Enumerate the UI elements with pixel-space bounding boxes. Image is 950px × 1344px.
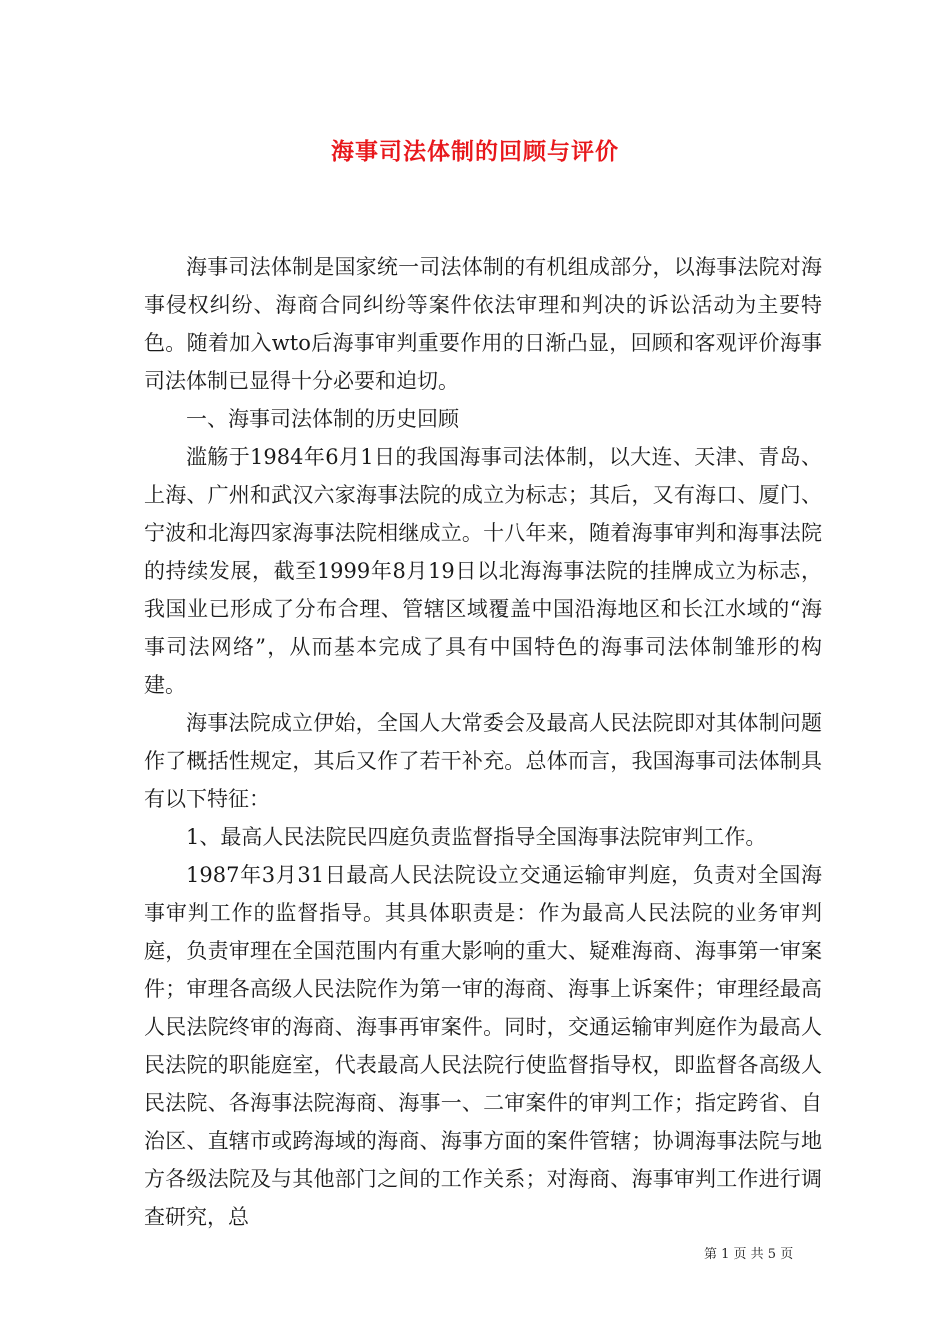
paragraph-intro: 海事司法体制是国家统一司法体制的有机组成部分，以海事法院对海事侵权纠纷、海商合同纠纷等案件依法审理和判决的诉讼活动为主要特色。随着加入wto后海事审判重要作用的日渐凸显，回顾和客观评价海事司法体制已显得十分必要和迫切。 xyxy=(144,255,822,393)
list-item-feature-1: 1、最高人民法院民四庭负责监督指导全国海事法院审判工作。 xyxy=(186,825,767,849)
document-body xyxy=(144,248,822,1236)
paragraph-transport-court: 1987年3月31日最高人民法院设立交通运输审判庭，负责对全国海事审判工作的监督指导。其具体职责是：作为最高人民法院的业务审判庭，负责审理在全国范围内有重大影响的重大、疑难海商、海事第一审案件；审理各高级人民法院作为第一审的海商、海事上诉案件；审理经最高人民法院终审的海商、海事再审案件。同时，交通运输审判庭作为最高人民法院的职能庭室，代表最高人民法院行使监督指导权，即监督各高级人民法院、各海事法院海商、海事一、二审案件的审判工作；指定跨省、自治区、直辖市或跨海域的海商、海事方面的案件管辖；协调海事法院与地方各级法院及与其他部门之间的工作关系；对海商、海事审判工作进行调查研究，总 xyxy=(144,863,822,1229)
page-number: 第 1 页 共 5 页 xyxy=(704,1247,794,1262)
section-heading-history: 一、海事司法体制的历史回顾 xyxy=(186,407,459,431)
paragraph-history: 滥觞于1984年6月1日的我国海事司法体制，以大连、天津、青岛、上海、广州和武汉六家海事法院的成立为标志；其后，又有海口、厦门、宁波和北海四家海事法院相继成立。十八年来，随着海事审判和海事法院的持续发展，截至1999年8月19日以北海海事法院的挂牌成立为标志，我国业已形成了分布合理、管辖区域覆盖中国沿海地区和长江水域的“海事司法网络”，从而基本完成了具有中国特色的海事司法体制雏形的构建。 xyxy=(144,445,822,697)
paragraph-features: 海事法院成立伊始，全国人大常委会及最高人民法院即对其体制问题作了概括性规定，其后又作了若干补充。总体而言，我国海事司法体制具有以下特征： xyxy=(144,711,822,811)
document-title: 海事司法体制的回顾与评价 xyxy=(331,138,619,165)
